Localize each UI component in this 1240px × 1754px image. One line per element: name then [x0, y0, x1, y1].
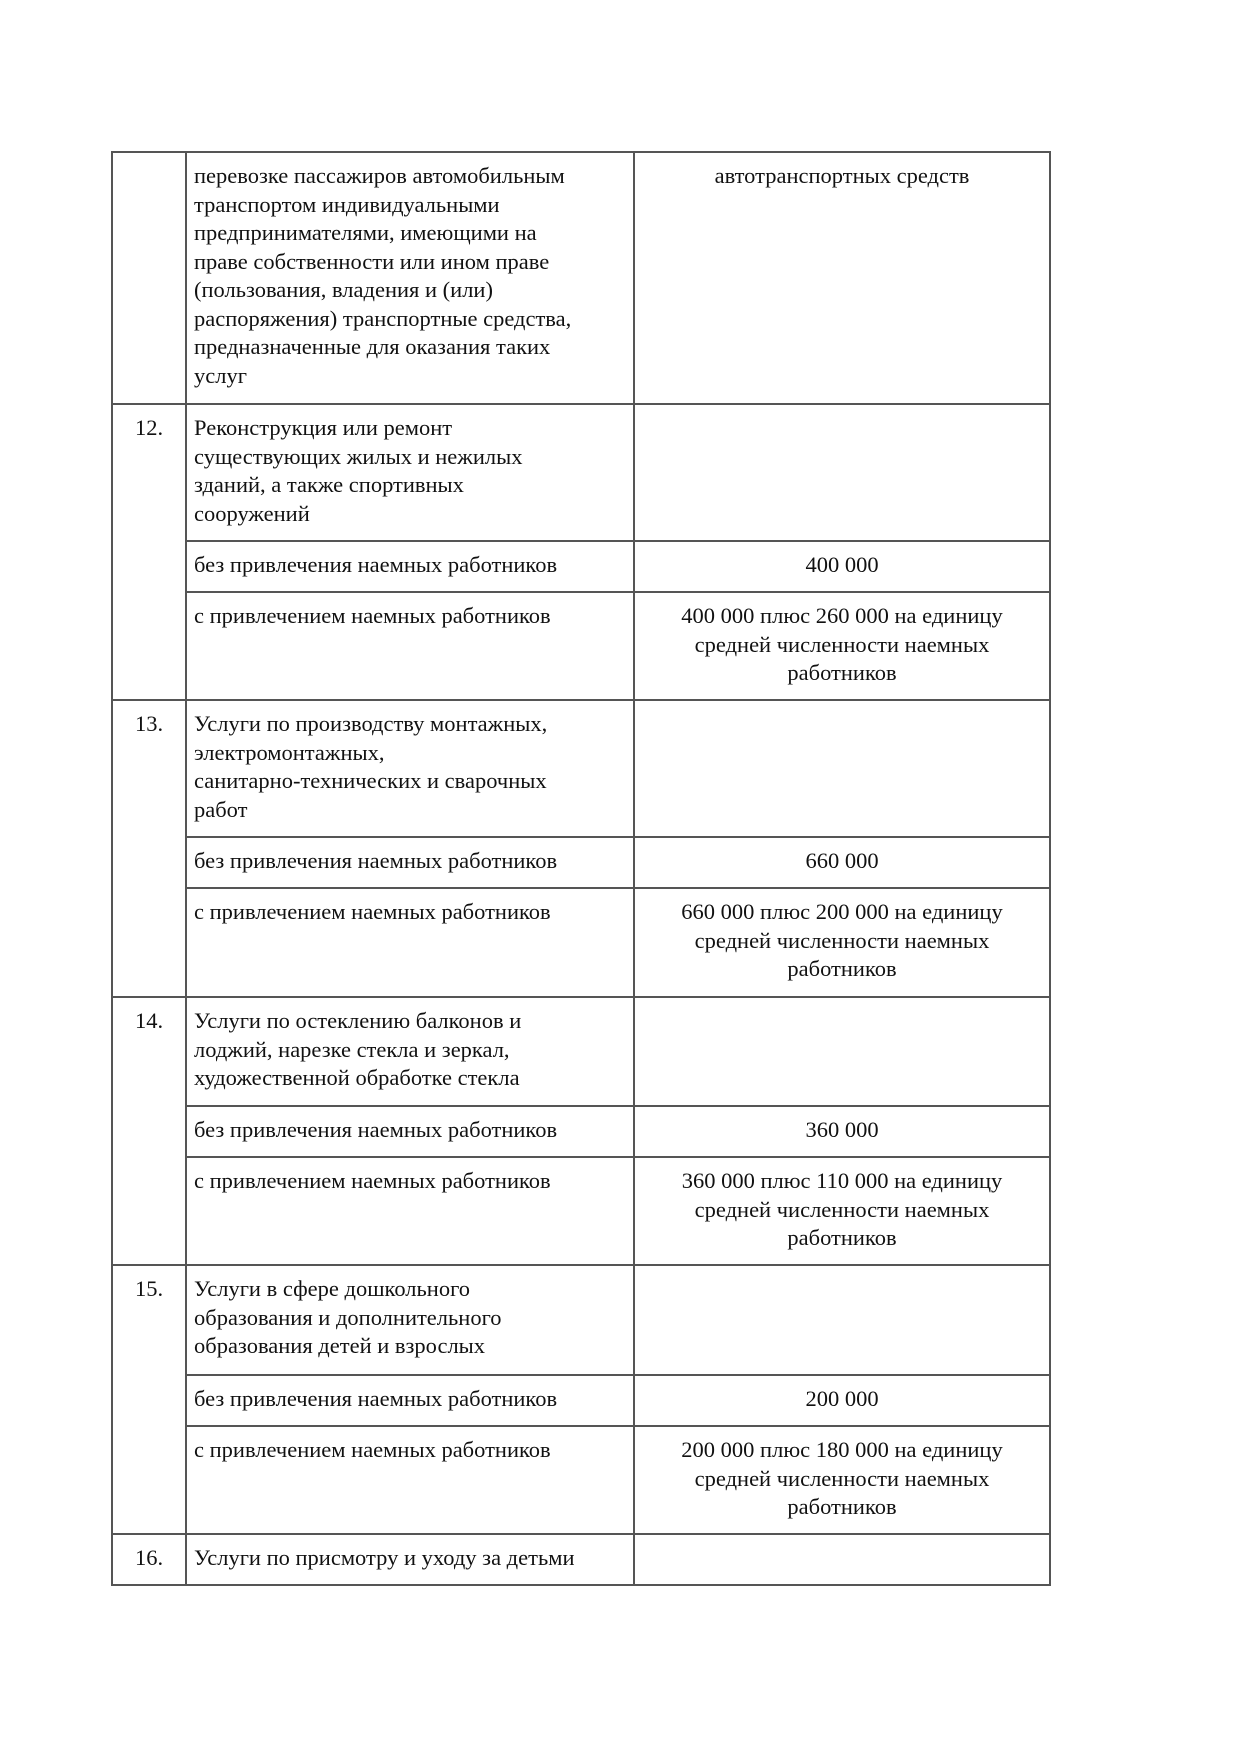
amount-formula	[634, 1426, 1050, 1534]
amount-value: 400 000	[634, 541, 1050, 592]
formula-line: средней численности наемных	[694, 1196, 990, 1222]
table-row-with-workers	[112, 592, 1050, 700]
value-cell-empty	[634, 997, 1050, 1106]
condition-label: с привлечением наемных работников	[186, 888, 634, 997]
title-line: санитарно-технических и сварочных	[194, 768, 547, 793]
condition-label: без привлечения наемных работников	[186, 837, 634, 888]
condition-label: без привлечения наемных работников	[186, 1375, 634, 1426]
table-row-without-workers	[112, 1375, 1050, 1426]
amount-formula	[634, 1157, 1050, 1265]
title-line: Услуги по остеклению балконов и	[194, 1008, 522, 1033]
formula-line: средней численности наемных	[694, 631, 990, 657]
table-row-item-13	[112, 700, 1050, 837]
value-cell-empty	[634, 700, 1050, 837]
formula-line: работников	[787, 1225, 897, 1250]
formula-line: работников	[787, 956, 897, 981]
activity-title-cell	[186, 404, 634, 541]
condition-label: с привлечением наемных работников	[186, 1157, 634, 1265]
table-row-item-14	[112, 997, 1050, 1106]
value-cell-empty	[634, 1265, 1050, 1375]
table-row-item-12	[112, 404, 1050, 541]
title-line: работ	[194, 796, 248, 822]
row-number-cell: 13.	[112, 700, 186, 997]
condition-label: с привлечением наемных работников	[186, 592, 634, 700]
description-line: праве собственности или ином праве	[194, 248, 550, 274]
activity-title-cell	[186, 997, 634, 1106]
table-row-without-workers	[112, 541, 1050, 592]
description-line: (пользования, владения и (или)	[194, 277, 493, 302]
row-number-cell	[112, 152, 186, 404]
title-line: лоджий, нарезке стекла и зеркал,	[194, 1036, 510, 1062]
value-cell-empty	[634, 404, 1050, 541]
description-line: услуг	[194, 362, 247, 388]
description-line: распоряжения) транспортные средства,	[194, 305, 572, 331]
activity-title-cell: Услуги по присмотру и уходу за детьми	[186, 1534, 634, 1585]
description-line: предпринимателями, имеющими на	[194, 220, 537, 245]
table-row-item-15	[112, 1265, 1050, 1375]
description-line: предназначенные для оказания таких	[194, 334, 551, 359]
activity-title-cell	[186, 1265, 634, 1375]
activity-title-cell	[186, 700, 634, 837]
row-number-cell: 14.	[112, 997, 186, 1265]
formula-line: работников	[787, 1494, 897, 1519]
title-line: Реконструкция или ремонт	[194, 415, 453, 440]
formula-line: средней численности наемных	[694, 927, 990, 953]
tax-base-table	[111, 151, 1051, 1586]
table-row-continuation	[112, 152, 1050, 404]
title-line: зданий, а также спортивных	[194, 472, 464, 497]
title-line: художественной обработке стекла	[194, 1065, 520, 1090]
table-row-without-workers	[112, 837, 1050, 888]
formula-line: средней численности наемных	[694, 1465, 990, 1491]
formula-line: работников	[787, 660, 897, 685]
amount-value: 360 000	[634, 1106, 1050, 1157]
table-row-with-workers	[112, 1426, 1050, 1534]
title-line: существующих жилых и нежилых	[194, 443, 523, 469]
amount-formula	[634, 888, 1050, 997]
description-line: транспортом индивидуальными	[194, 191, 500, 217]
title-line: электромонтажных,	[194, 739, 385, 765]
condition-label: с привлечением наемных работников	[186, 1426, 634, 1534]
row-number-cell: 15.	[112, 1265, 186, 1534]
row-number-cell: 12.	[112, 404, 186, 700]
title-line: Услуги по производству монтажных,	[194, 711, 548, 736]
title-line: образования детей и взрослых	[194, 1333, 486, 1358]
condition-label: без привлечения наемных работников	[186, 541, 634, 592]
table-row-with-workers	[112, 888, 1050, 997]
formula-line: 660 000 плюс 200 000 на единицу	[681, 899, 1003, 924]
formula-line: 400 000 плюс 260 000 на единицу	[681, 603, 1003, 628]
formula-line: 200 000 плюс 180 000 на единицу	[681, 1437, 1003, 1462]
amount-formula	[634, 592, 1050, 700]
description-cell	[186, 152, 634, 404]
description-line: перевозке пассажиров автомобильным	[194, 163, 565, 188]
title-line: сооружений	[194, 500, 310, 526]
row-number-cell: 16.	[112, 1534, 186, 1585]
table-row-item-16	[112, 1534, 1050, 1585]
table-row-with-workers	[112, 1157, 1050, 1265]
amount-value: 660 000	[634, 837, 1050, 888]
amount-value: 200 000	[634, 1375, 1050, 1426]
condition-label: без привлечения наемных работников	[186, 1106, 634, 1157]
title-line: Услуги в сфере дошкольного	[194, 1276, 470, 1301]
value-cell-empty	[634, 1534, 1050, 1585]
title-line: образования и дополнительного	[194, 1304, 502, 1330]
value-cell: автотранспортных средств	[634, 152, 1050, 404]
table-row-without-workers	[112, 1106, 1050, 1157]
formula-line: 360 000 плюс 110 000 на единицу	[681, 1168, 1003, 1193]
